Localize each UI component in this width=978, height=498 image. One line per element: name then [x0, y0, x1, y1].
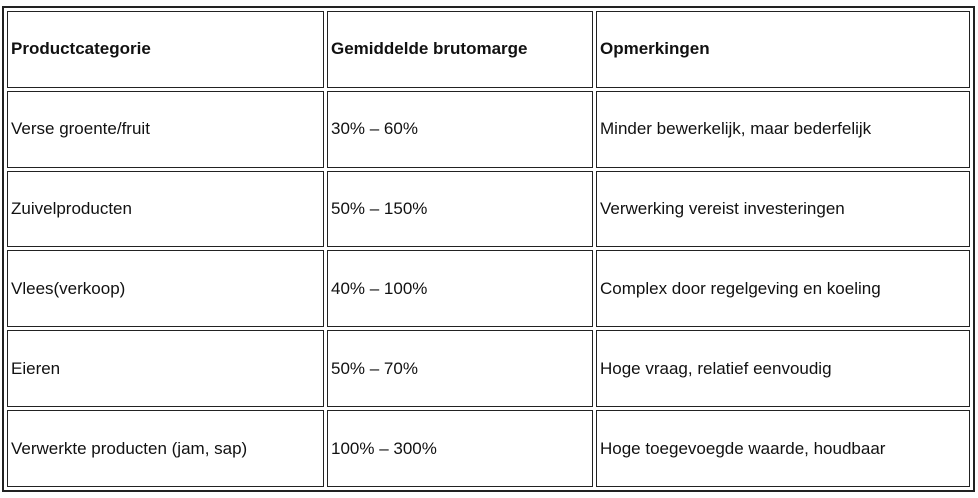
table-row [7, 91, 970, 168]
table-row [7, 330, 970, 407]
table-row [7, 410, 970, 487]
header-opmerkingen: Opmerkingen [596, 11, 970, 88]
margin-table [2, 6, 975, 492]
table-header-row [7, 11, 970, 88]
cell-category: Vlees(verkoop) [7, 250, 324, 327]
cell-remark: Verwerking vereist investeringen [596, 171, 970, 248]
cell-category: Verse groente/fruit [7, 91, 324, 168]
cell-category: Verwerkte producten (jam, sap) [7, 410, 324, 487]
cell-remark: Hoge toegevoegde waarde, houdbaar [596, 410, 970, 487]
cell-margin: 40% – 100% [327, 250, 593, 327]
cell-margin: 50% – 150% [327, 171, 593, 248]
cell-margin: 100% – 300% [327, 410, 593, 487]
cell-category: Eieren [7, 330, 324, 407]
table-row [7, 250, 970, 327]
header-brutomarge: Gemiddelde brutomarge [327, 11, 593, 88]
table-row [7, 171, 970, 248]
cell-margin: 50% – 70% [327, 330, 593, 407]
header-productcategorie: Productcategorie [7, 11, 324, 88]
cell-remark: Minder bewerkelijk, maar bederfelijk [596, 91, 970, 168]
cell-remark: Complex door regelgeving en koeling [596, 250, 970, 327]
cell-remark: Hoge vraag, relatief eenvoudig [596, 330, 970, 407]
cell-category: Zuivelproducten [7, 171, 324, 248]
cell-margin: 30% – 60% [327, 91, 593, 168]
